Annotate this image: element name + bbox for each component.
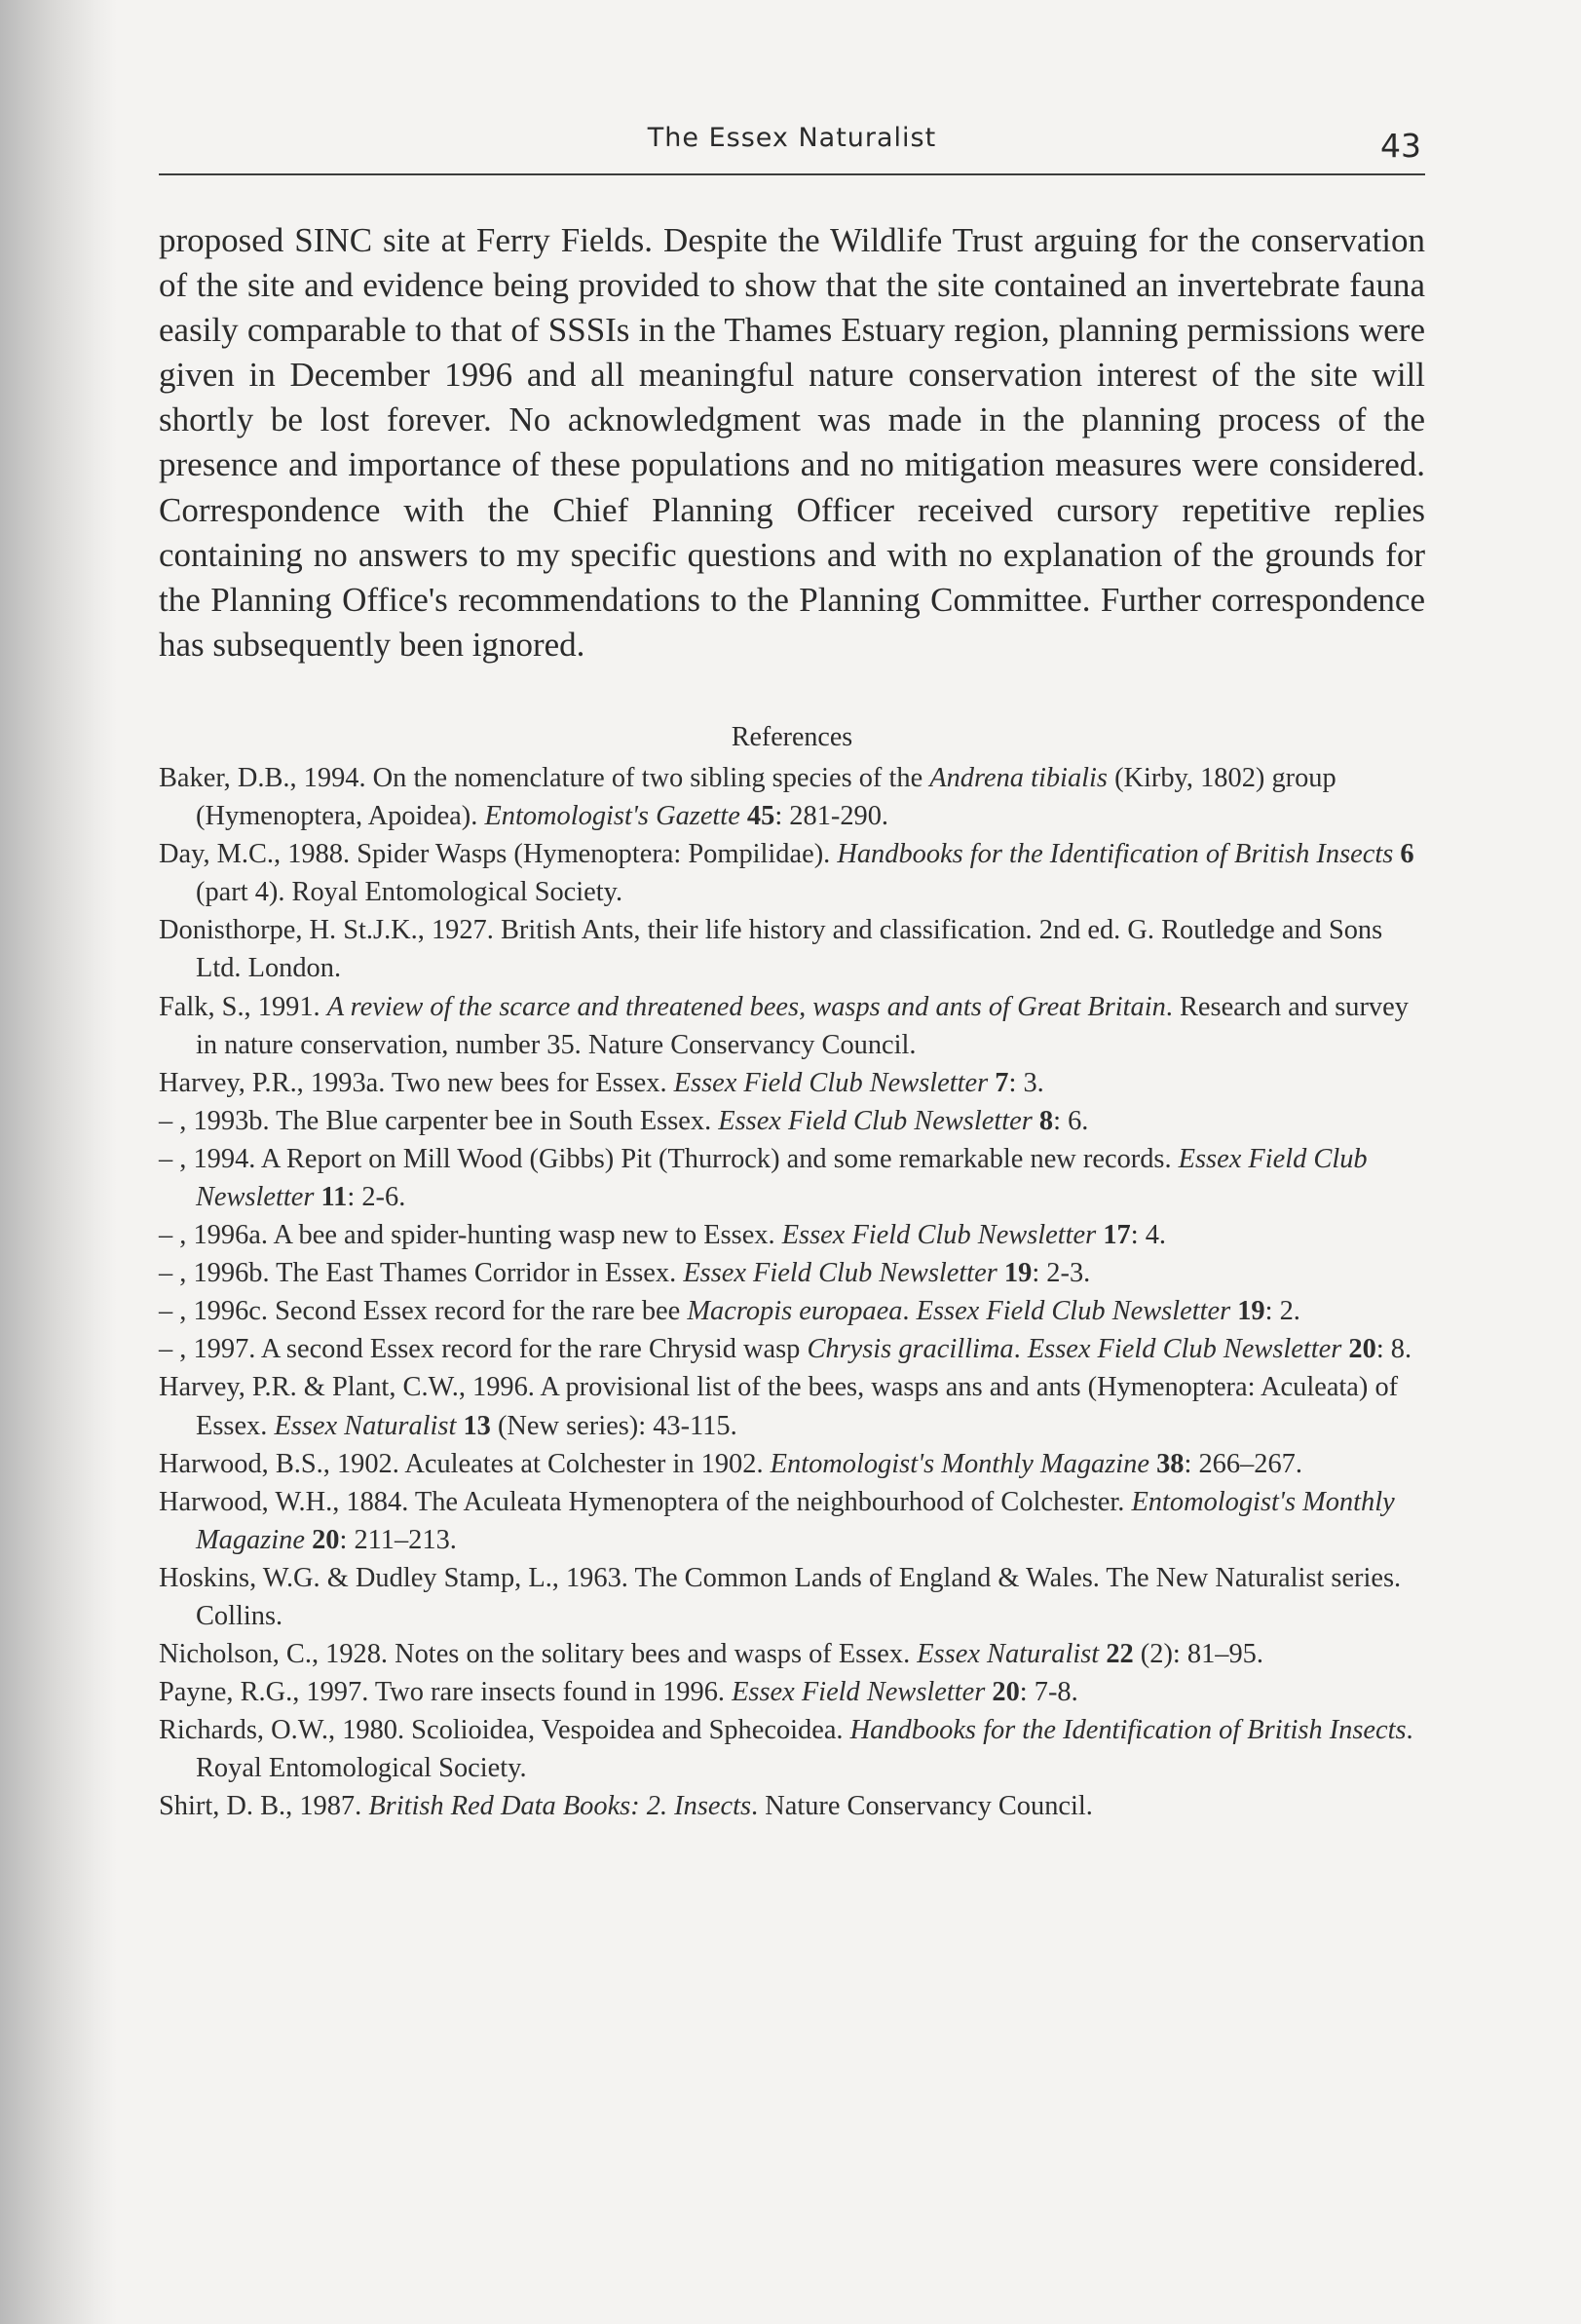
page-number: 43: [1380, 127, 1421, 165]
reference-part-c: [998, 1258, 1004, 1288]
references-heading: References: [731, 721, 853, 752]
reference-part-b: A review of the scarce and threatened bees, wasps and ants of Great Britain: [326, 991, 1166, 1022]
reference-part-g: : 281-290.: [774, 801, 889, 832]
reference-part-a: Harwood, W.H., 1884. The Aculeata Hymenoptera of the neighbourhood of Colchester.: [159, 1486, 1132, 1517]
reference-part-d: Entomologist's Gazette: [484, 801, 740, 832]
reference-part-d: Essex Field Club Newsletter: [1027, 1334, 1342, 1365]
reference-entry: [159, 1064, 1425, 1102]
reference-part-b: Essex Field Club Newsletter: [683, 1258, 998, 1289]
header-rule: [159, 173, 1425, 175]
reference-part-a: Baker, D.B., 1994. On the nomenclature of two sibling species of the: [159, 762, 930, 793]
reference-part-b: Handbooks for the Identification of British Insects: [849, 1715, 1407, 1746]
references-list: [159, 759, 1425, 1826]
running-head: [159, 117, 1425, 175]
reference-entry: [159, 835, 1425, 911]
reference-part-c: . Research and survey in nature conservation, number 35. Nature Conservancy Council.: [196, 991, 1409, 1060]
reference-part-b: Essex Field Club Newsletter: [196, 1143, 1368, 1212]
reference-part-b: Essex Field Club Newsletter: [718, 1105, 1033, 1136]
reference-entry: [159, 1483, 1425, 1559]
reference-part-a: – , 1993b. The Blue carpenter bee in South Essex.: [159, 1105, 719, 1136]
reference-part-f: 38: [1156, 1448, 1185, 1479]
reference-part-f: 20: [992, 1677, 1020, 1708]
reference-entry: [159, 759, 1425, 835]
body-paragraph: proposed SINC site at Ferry Fields. Despite the Wildlife Trust arguing for the conservation of the site and evidence being provided to show that the site contained an invertebrate fauna easily comparable to that of SSSIs in the Thames Estuary region, planning permissions were given in December 1996 and all meaningful nature conservation interest of the site will shortly be lost forever. No acknowledgment was made in the planning process of the presence and importance of these populations and no mitigation measures were considered. Correspondence with the Chief Planning Officer received cursory repetitive replies containing no answers to my specific questions and with no explanation of the grounds for the Planning Office's recommendations to the Planning Committee. Further correspondence has subsequently been ignored.: [159, 221, 1425, 664]
reference-part-b: Entomologist's Monthly Magazine: [196, 1486, 1395, 1555]
reference-entry: [159, 1635, 1425, 1673]
page: [159, 117, 1425, 1826]
reference-entry: [159, 988, 1425, 1064]
reference-part-f: 6: [1400, 839, 1414, 870]
reference-part-a: Donisthorpe, H. St.J.K., 1927. British Ants, their life history and classification. 2nd ed. G. Routledge and Sons Ltd. London.: [159, 915, 1383, 984]
reference-part-g: : 2-6.: [347, 1181, 406, 1212]
reference-entry: [159, 1445, 1425, 1483]
reference-part-c: . Royal Entomological Society.: [196, 1715, 1413, 1784]
reference-part-f: 20: [312, 1524, 340, 1555]
reference-entry: [159, 1368, 1425, 1444]
reference-part-b: Essex Field Club Newsletter: [673, 1067, 989, 1098]
reference-part-a: Shirt, D. B., 1987.: [159, 1791, 369, 1822]
reference-part-e: [740, 801, 747, 831]
reference-part-g: : 8.: [1375, 1334, 1412, 1365]
reference-entry: [159, 1216, 1425, 1254]
reference-entry: [159, 1292, 1425, 1330]
reference-part-a: Hoskins, W.G. & Dudley Stamp, L., 1963. The Common Lands of England & Wales. The New Naturalist series. Collins.: [159, 1562, 1402, 1631]
reference-part-g: : 6.: [1053, 1105, 1089, 1136]
reference-entry: [159, 911, 1425, 987]
reference-part-b: British Red Data Books: 2. Insects: [368, 1791, 752, 1822]
reference-part-b: Essex Naturalist: [274, 1410, 457, 1441]
reference-part-a: – , 1996b. The East Thames Corridor in Essex.: [159, 1258, 684, 1289]
reference-part-c: [305, 1525, 312, 1555]
reference-part-f: 13: [463, 1410, 491, 1441]
journal-title: The Essex Naturalist: [647, 123, 937, 153]
reference-part-a: – , 1997. A second Essex record for the rare Chrysid wasp: [159, 1334, 808, 1365]
reference-part-b: Macropis europaea: [687, 1296, 903, 1327]
reference-entry: [159, 1787, 1425, 1825]
reference-part-b: Handbooks for the Identification of British Insects: [837, 839, 1394, 870]
reference-part-f: 19: [1003, 1258, 1033, 1289]
reference-part-b: Entomologist's Monthly Magazine: [770, 1448, 1149, 1479]
reference-part-c: .: [1013, 1334, 1028, 1365]
reference-part-g: : 7-8.: [1019, 1677, 1078, 1708]
reference-part-a: Payne, R.G., 1997. Two rare insects found in 1996.: [159, 1677, 733, 1708]
reference-entry: [159, 1559, 1425, 1635]
reference-part-f: 22: [1106, 1639, 1134, 1670]
reference-part-g: : 211–213.: [339, 1524, 457, 1555]
reference-part-a: Day, M.C., 1988. Spider Wasps (Hymenoptera: Pompilidae).: [159, 839, 838, 870]
reference-part-c: .: [902, 1296, 917, 1327]
reference-part-a: – , 1996c. Second Essex record for the rare bee: [159, 1296, 688, 1327]
reference-part-f: 45: [746, 801, 775, 832]
reference-entry: [159, 1254, 1425, 1292]
reference-part-d: Essex Field Club Newsletter: [916, 1296, 1231, 1327]
reference-part-a: Richards, O.W., 1980. Scolioidea, Vespoidea and Sphecoidea.: [159, 1715, 850, 1746]
reference-entry: [159, 1711, 1425, 1787]
reference-part-a: Nicholson, C., 1928. Notes on the solitary bees and wasps of Essex.: [159, 1639, 918, 1670]
reference-part-c: [314, 1182, 320, 1212]
reference-part-g: : 2-3.: [1032, 1258, 1091, 1289]
reference-part-c: [1033, 1106, 1039, 1136]
reference-part-b: Essex Naturalist: [917, 1639, 1100, 1670]
reference-part-g: : 2.: [1264, 1296, 1300, 1327]
reference-entry: [159, 1102, 1425, 1140]
reference-part-g: : 3.: [1008, 1067, 1044, 1098]
reference-entry: [159, 1140, 1425, 1216]
reference-part-b: Andrena tibialis: [929, 762, 1108, 793]
binding-shadow: [0, 0, 117, 2324]
reference-part-g: : 4.: [1130, 1220, 1166, 1251]
reference-part-c: (Kirby, 1802) group (Hymenoptera, Apoidea).: [196, 762, 1336, 832]
reference-part-a: Falk, S., 1991.: [159, 991, 327, 1022]
reference-part-f: 17: [1103, 1220, 1131, 1251]
reference-part-f: 20: [1348, 1334, 1376, 1365]
reference-part-a: – , 1996a. A bee and spider-hunting wasp new to Essex.: [159, 1220, 782, 1251]
reference-part-b: Chrysis gracillima: [807, 1334, 1014, 1365]
reference-part-b: Essex Field Newsletter: [732, 1677, 986, 1708]
reference-part-a: Harvey, P.R., 1993a. Two new bees for Essex.: [159, 1067, 674, 1098]
reference-part-g: (2): 81–95.: [1133, 1639, 1263, 1670]
reference-part-g: : 266–267.: [1184, 1448, 1302, 1479]
reference-part-f: 19: [1237, 1296, 1265, 1327]
reference-part-b: Essex Field Club Newsletter: [781, 1220, 1097, 1251]
reference-entry: [159, 1330, 1425, 1368]
reference-part-a: Harwood, B.S., 1902. Aculeates at Colchester in 1902.: [159, 1448, 771, 1479]
reference-part-a: Harvey, P.R. & Plant, C.W., 1996. A provisional list of the bees, wasps ans and ants (Hymenoptera: Aculeata) of Essex.: [159, 1372, 1399, 1441]
reference-part-f: 8: [1038, 1105, 1054, 1136]
reference-part-g: (part 4). Royal Entomological Society.: [196, 877, 623, 908]
reference-part-c: . Nature Conservancy Council.: [751, 1791, 1093, 1822]
reference-part-g: (New series): 43-115.: [490, 1410, 737, 1441]
reference-part-f: 7: [995, 1067, 1009, 1098]
reference-entry: [159, 1673, 1425, 1711]
reference-part-a: – , 1994. A Report on Mill Wood (Gibbs) Pit (Thurrock) and some remarkable new records.: [159, 1143, 1179, 1174]
reference-part-f: 11: [320, 1181, 348, 1212]
